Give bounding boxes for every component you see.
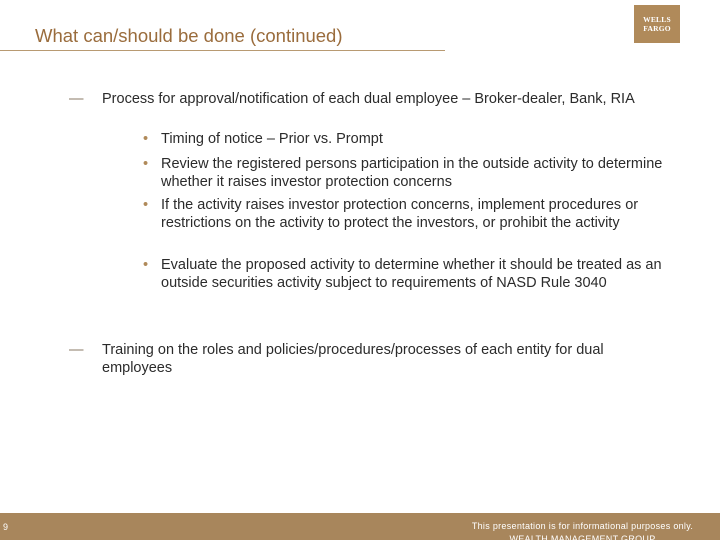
sub-list-item-text: If the activity raises investor protection concerns, implement procedures or restrictions on the activity to protect the investors, or prohibit the activity	[161, 197, 639, 231]
logo-line-1: WELLS	[643, 15, 671, 24]
page-number: 9	[3, 522, 9, 532]
list-item-text: Training on the roles and policies/procedures/processes of each entity for dual employees	[102, 342, 604, 376]
dot-bullet-icon: •	[143, 257, 149, 273]
sub-list-item-text: Review the registered persons participation in the outside activity to determine whether it raises investor protection concerns	[161, 156, 663, 190]
dot-bullet-icon: •	[143, 131, 149, 147]
sub-list-item-text: Timing of notice – Prior vs. Prompt	[161, 131, 383, 147]
sub-list-item	[143, 257, 676, 292]
sub-list-item	[143, 131, 676, 149]
dot-bullet-icon: •	[143, 197, 149, 213]
logo-line-2: FARGO	[643, 24, 671, 33]
list-item-training	[69, 342, 672, 377]
list-item-approval-process	[69, 91, 672, 109]
footer-disclaimer: This presentation is for informational purposes only. WEALTH MANAGEMENT GROUP	[471, 521, 694, 544]
sub-list-item	[143, 197, 676, 232]
slide-title: What can/should be done (continued)	[35, 25, 343, 46]
title-underline	[0, 50, 445, 51]
sub-list-item-text: Evaluate the proposed activity to determine whether it should be treated as an outside securities activity subject to requirements of NASD Rule 3040	[161, 257, 662, 291]
dash-bullet-icon: —	[69, 91, 84, 107]
dash-bullet-icon: —	[69, 342, 84, 358]
list-item-text: Process for approval/notification of each dual employee – Broker-dealer, Bank, RIA	[102, 91, 635, 107]
sub-list-item	[143, 156, 676, 191]
wells-fargo-logo	[634, 5, 680, 43]
dot-bullet-icon: •	[143, 156, 149, 172]
